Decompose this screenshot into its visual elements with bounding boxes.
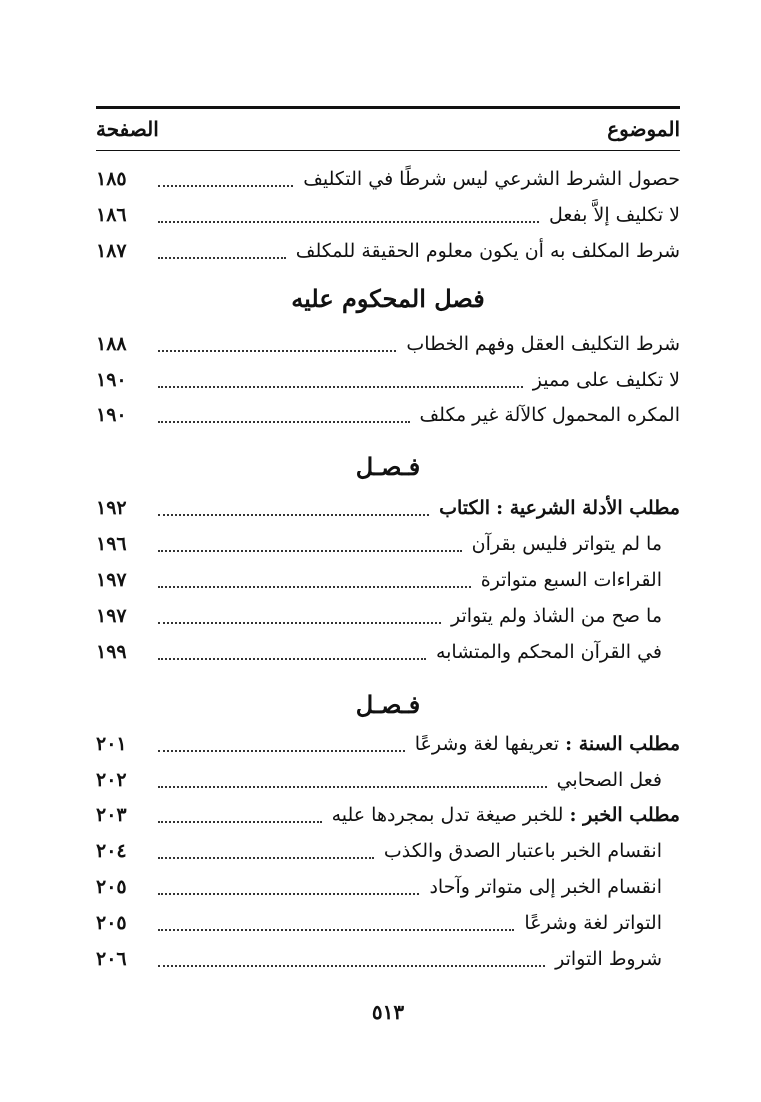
dot-leader bbox=[158, 376, 523, 388]
toc-entry[interactable] bbox=[96, 634, 680, 670]
dot-leader bbox=[158, 340, 396, 352]
entry-title: المكره المحمول كالآلة غير مكلف bbox=[419, 404, 680, 426]
dot-leader bbox=[158, 411, 410, 423]
dot-leader bbox=[158, 540, 462, 552]
entry-title: انقسام الخبر باعتبار الصدق والكذب bbox=[383, 840, 662, 862]
table-header bbox=[96, 114, 680, 144]
entry-title: لا تكليف على مميز bbox=[532, 369, 680, 391]
entry-title: ما صح من الشاذ ولم يتواتر bbox=[451, 605, 662, 627]
dot-leader bbox=[158, 211, 539, 223]
toc-entry[interactable] bbox=[96, 562, 680, 598]
entry-title bbox=[415, 733, 680, 755]
toc-entry[interactable] bbox=[96, 526, 680, 562]
dot-leader bbox=[158, 576, 471, 588]
entry-title: شرط المكلف به أن يكون معلوم الحقيقة للمكلف bbox=[295, 240, 680, 262]
page-column-label: الصفحة bbox=[96, 117, 159, 141]
entry-page: ١٩٠ bbox=[96, 369, 127, 391]
entry-title-rest: للخبر صيغة تدل بمجردها عليه bbox=[331, 804, 564, 826]
toc-entry[interactable] bbox=[96, 161, 680, 197]
entry-title-rest: تعريفها لغة وشرعًا bbox=[414, 733, 560, 755]
subject-column-label: الموضوع bbox=[607, 117, 680, 141]
entry-page: ١٨٨ bbox=[96, 333, 127, 355]
entry-page: ٢٠٤ bbox=[96, 840, 127, 862]
dot-leader bbox=[158, 740, 405, 752]
entry-title: ما لم يتواتر فليس بقرآن bbox=[471, 533, 662, 555]
entry-page: ١٨٦ bbox=[96, 204, 127, 226]
toc-entry[interactable] bbox=[96, 797, 680, 833]
entry-page: ١٩٦ bbox=[96, 533, 127, 555]
entry-title: القراءات السبع متواترة bbox=[480, 569, 662, 591]
toc-entry[interactable] bbox=[96, 490, 680, 526]
toc-entry[interactable] bbox=[96, 233, 680, 269]
toc-entry[interactable] bbox=[96, 598, 680, 634]
entry-page: ٢٠٥ bbox=[96, 876, 127, 898]
toc-entry[interactable] bbox=[96, 397, 680, 433]
entry-title-bold: مطلب السنة : bbox=[565, 733, 680, 755]
entry-title: شروط التواتر bbox=[555, 948, 662, 970]
top-rule bbox=[96, 106, 680, 109]
entry-page: ٢٠٣ bbox=[96, 804, 127, 826]
entry-title bbox=[332, 804, 680, 826]
entry-title: شرط التكليف العقل وفهم الخطاب bbox=[406, 333, 680, 355]
section-heading: فصل المحكوم عليه bbox=[291, 284, 485, 313]
page-number: ٥١٣ bbox=[371, 1000, 405, 1024]
toc-entry[interactable] bbox=[96, 941, 680, 977]
section-heading: فـصـل bbox=[355, 690, 421, 719]
toc-entry[interactable] bbox=[96, 726, 680, 762]
entry-title: انقسام الخبر إلى متواتر وآحاد bbox=[429, 876, 662, 898]
entry-page: ١٨٧ bbox=[96, 240, 127, 262]
dot-leader bbox=[158, 811, 322, 823]
dot-leader bbox=[158, 504, 429, 516]
entry-title: فعل الصحابي bbox=[556, 769, 662, 791]
dot-leader bbox=[158, 919, 514, 931]
entry-page: ١٩٢ bbox=[96, 497, 127, 519]
dot-leader bbox=[158, 883, 419, 895]
section-heading: فـصـل bbox=[355, 452, 421, 481]
entry-page: ١٨٥ bbox=[96, 168, 127, 190]
toc-entry[interactable] bbox=[96, 905, 680, 941]
entry-title: لا تكليف إلاَّ بفعل bbox=[549, 204, 680, 226]
entry-title: في القرآن المحكم والمتشابه bbox=[435, 641, 662, 663]
toc-entry[interactable] bbox=[96, 833, 680, 869]
dot-leader bbox=[158, 247, 286, 259]
entry-title-bold: مطلب الخبر : bbox=[569, 804, 680, 826]
dot-leader bbox=[158, 175, 293, 187]
entry-title: التواتر لغة وشرعًا bbox=[524, 912, 662, 934]
entry-title-rest: الكتاب bbox=[439, 497, 491, 519]
entry-page: ١٩٩ bbox=[96, 641, 127, 663]
header-rule bbox=[96, 150, 680, 151]
entry-page: ٢٠٦ bbox=[96, 948, 127, 970]
toc-entry[interactable] bbox=[96, 869, 680, 905]
entry-title: حصول الشرط الشرعي ليس شرطًا في التكليف bbox=[303, 168, 680, 190]
dot-leader bbox=[158, 648, 426, 660]
toc-entry[interactable] bbox=[96, 197, 680, 233]
dot-leader bbox=[158, 776, 547, 788]
toc-page bbox=[96, 0, 680, 1102]
toc-entry[interactable] bbox=[96, 326, 680, 362]
entry-page: ١٩٠ bbox=[96, 404, 127, 426]
entry-page: ٢٠٢ bbox=[96, 769, 127, 791]
entry-title bbox=[439, 497, 680, 519]
dot-leader bbox=[158, 955, 545, 967]
entry-page: ١٩٧ bbox=[96, 605, 127, 627]
dot-leader bbox=[158, 847, 374, 859]
toc-entry[interactable] bbox=[96, 762, 680, 798]
entry-page: ٢٠٥ bbox=[96, 912, 127, 934]
entry-page: ١٩٧ bbox=[96, 569, 127, 591]
dot-leader bbox=[158, 612, 441, 624]
toc-entry[interactable] bbox=[96, 362, 680, 398]
entry-title-bold: مطلب الأدلة الشرعية : bbox=[496, 497, 680, 519]
entry-page: ٢٠١ bbox=[96, 733, 127, 755]
